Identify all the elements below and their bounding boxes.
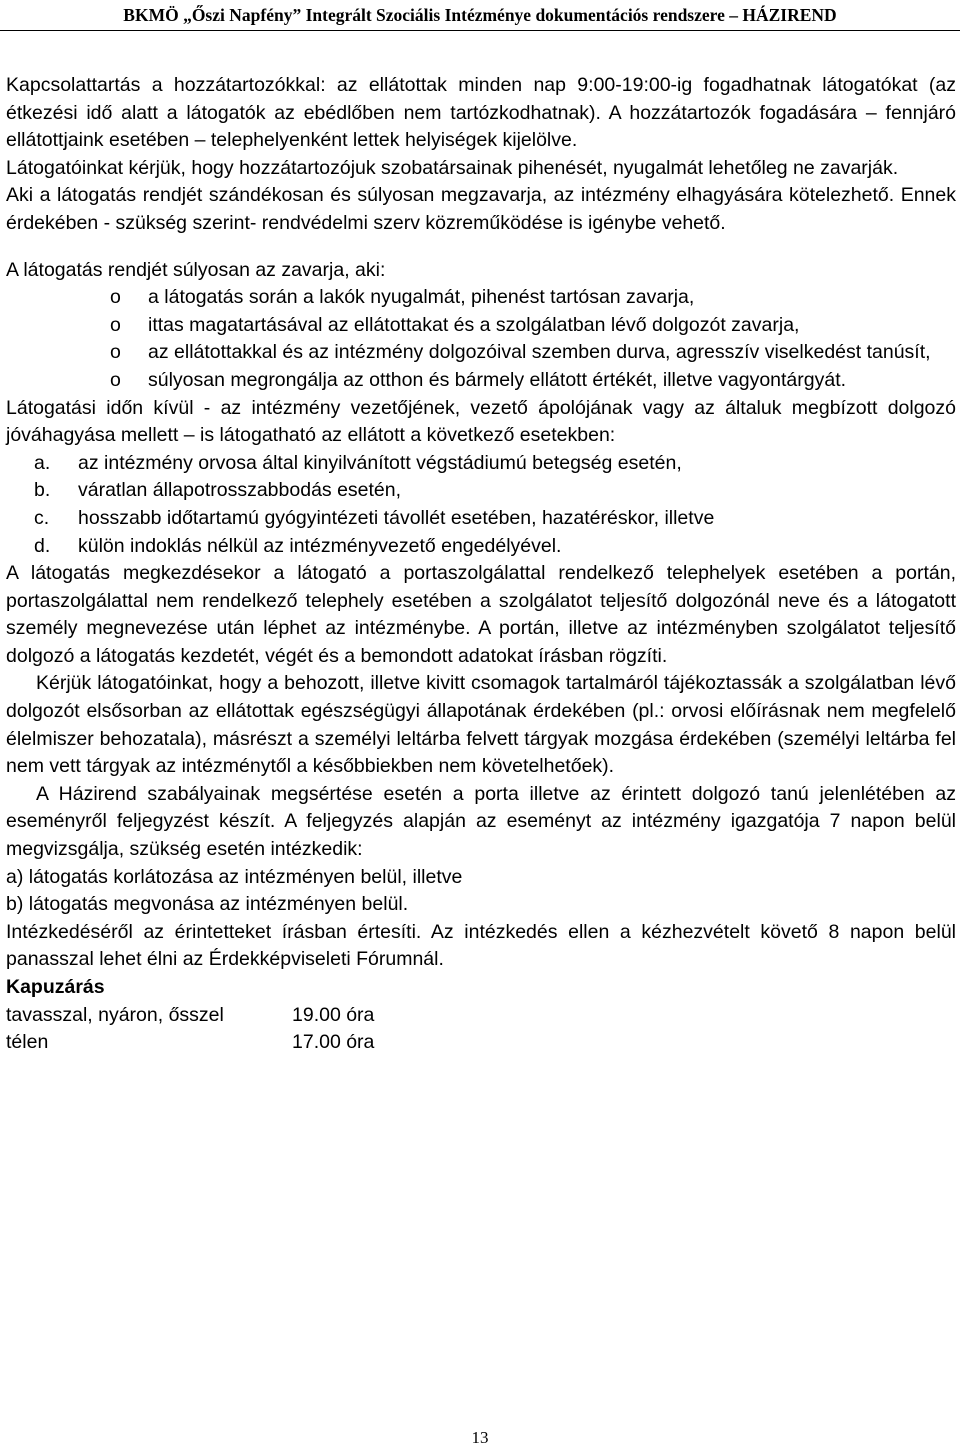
document-header: BKMÖ „Őszi Napfény” Integrált Szociális Intézménye dokumentációs rendszere – HÁZIREND xyxy=(0,4,960,31)
measure-item-a: a) látogatás korlátozása az intézményen belül, illetve xyxy=(6,865,463,888)
list-item-text: ittas magatartásával az ellátottakat és a szolgálatban lévő dolgozót zavarja, xyxy=(148,313,800,336)
outside-hours-list xyxy=(6,450,956,560)
list-marker: o xyxy=(110,313,121,336)
paragraph-packages: Kérjük látogatóinkat, hogy a behozott, illetve kivitt csomagok tartalmáról tájékoztassák a szolgálatban lévő dolgozót elsősorban az ellátottak egészségügyi állapotának érdekében (pl.: orvosi előírásnak nem megfelelő élelmiszer behozatala), másrészt a személyi leltárba felvett tárgyak mozgása érdekében (személyi leltárba fel nem vett tárgyak az intézménytől a későbbiekben nem követelhetőek). xyxy=(6,672,956,778)
paragraph-contact: Kapcsolattartás a hozzátartozókkal: az ellátottak minden nap 9:00-19:00-ig fogadhatnak látogatókat (az étkezési idő alatt a látogatók az ebédlőben nem tartózkodhatnak). A hozzátartozók fogadására – fennjáró ellátottjaink esetében – telephelyenként lettek helyiségek kijelölve. xyxy=(6,74,956,152)
paragraph-disturbance: Aki a látogatás rendjét szándékosan és súlyosan megzavarja, az intézmény elhagyására kötelezhető. Ennek érdekében - szükség szerint- rendvédelmi szerv közreműködése is igénybe vehető. xyxy=(6,184,956,234)
list-item-text: hosszabb időtartamú gyógyintézeti távollét esetében, hazatéréskor, illetve xyxy=(78,506,715,529)
list-item xyxy=(6,339,956,367)
list-item xyxy=(6,505,956,533)
measure-item-b: b) látogatás megvonása az intézményen belül. xyxy=(6,893,409,916)
list-item xyxy=(6,450,956,478)
list-marker: o xyxy=(110,286,121,309)
list-item xyxy=(6,533,956,561)
gate-time: 19.00 óra xyxy=(292,1003,375,1026)
list-item xyxy=(6,367,956,395)
paragraph-gap xyxy=(6,238,956,257)
page-number: 13 xyxy=(471,1428,489,1447)
gate-hours-row xyxy=(6,1029,956,1057)
list-marker: o xyxy=(110,341,121,364)
gate-season: tavasszal, nyáron, ősszel xyxy=(6,1003,224,1026)
list-item-text: az intézmény orvosa által kinyilvánított végstádiumú betegség esetén, xyxy=(78,451,682,474)
gate-season: télen xyxy=(6,1031,49,1054)
disturbance-intro: A látogatás rendjét súlyosan az zavarja, aki: xyxy=(6,258,386,281)
outside-hours-intro: Látogatási időn kívül - az intézmény vezetőjének, vezető ápolójának vagy az általuk megbízott dolgozó jóváhagyása mellett – is látogatható az ellátott a következő esetekben: xyxy=(6,396,956,447)
section-title-gate-closing: Kapuzárás xyxy=(6,976,105,998)
list-marker: c. xyxy=(34,506,50,529)
list-item-text: súlyosan megrongálja az otthon és bármely ellátott értékét, illetve vagyontárgyát. xyxy=(148,368,847,391)
list-item-text: váratlan állapotrosszabbodás esetén, xyxy=(78,479,402,502)
list-item xyxy=(6,477,956,505)
list-marker: b. xyxy=(34,479,51,502)
list-item-text: az ellátottakkal és az intézmény dolgozóival szemben durva, agresszív viselkedést tanúsít, xyxy=(148,341,931,364)
paragraph-notification: Intézkedéséről az érintetteket írásban értesíti. Az intézkedés ellen a kézhezvételt követő 8 napon belül panasszal lehet élni az Érdekképviseleti Fórumnál. xyxy=(6,920,956,971)
paragraph-visit-start: A látogatás megkezdésekor a látogató a portaszolgálattal rendelkező telephelyek esetében a portán, portaszolgálattal nem rendelkező telephely esetében a szolgálatot teljesítő dolgozónál neve és a látogatott személy megnevezése után léphet az intézménybe. A portán, illetve az intézményben szolgálatot teljesítő dolgozó a látogatás kezdetét, végét és a bemondott adatokat írásban rögzíti. xyxy=(6,562,956,667)
list-item xyxy=(6,312,956,340)
list-item-text: a látogatás során a lakók nyugalmát, pihenést tartósan zavarja, xyxy=(148,286,695,309)
paragraph-violation: A Házirend szabályainak megsértése esetén a porta illetve az érintett dolgozó tanú jelenlétében az eseményről feljegyzést készít. A feljegyzés alapján az eseményt az intézmény igazgatója 7 napon belül megvizsgálja, szükség esetén intézkedik: xyxy=(6,782,956,861)
list-item xyxy=(6,284,956,312)
gate-hours-row xyxy=(6,1002,956,1030)
list-marker: a. xyxy=(34,451,51,474)
disturbance-list xyxy=(6,284,956,394)
paragraph-visitors-request: Látogatóinkat kérjük, hogy hozzátartozójuk szobatársainak pihenését, nyugalmát lehetőleg ne zavarják. xyxy=(6,156,899,179)
list-marker: o xyxy=(110,368,121,391)
gate-time: 17.00 óra xyxy=(292,1031,375,1054)
document-body xyxy=(6,72,956,1057)
list-item-text: külön indoklás nélkül az intézményvezető engedélyével. xyxy=(78,534,562,557)
list-marker: d. xyxy=(34,534,51,557)
